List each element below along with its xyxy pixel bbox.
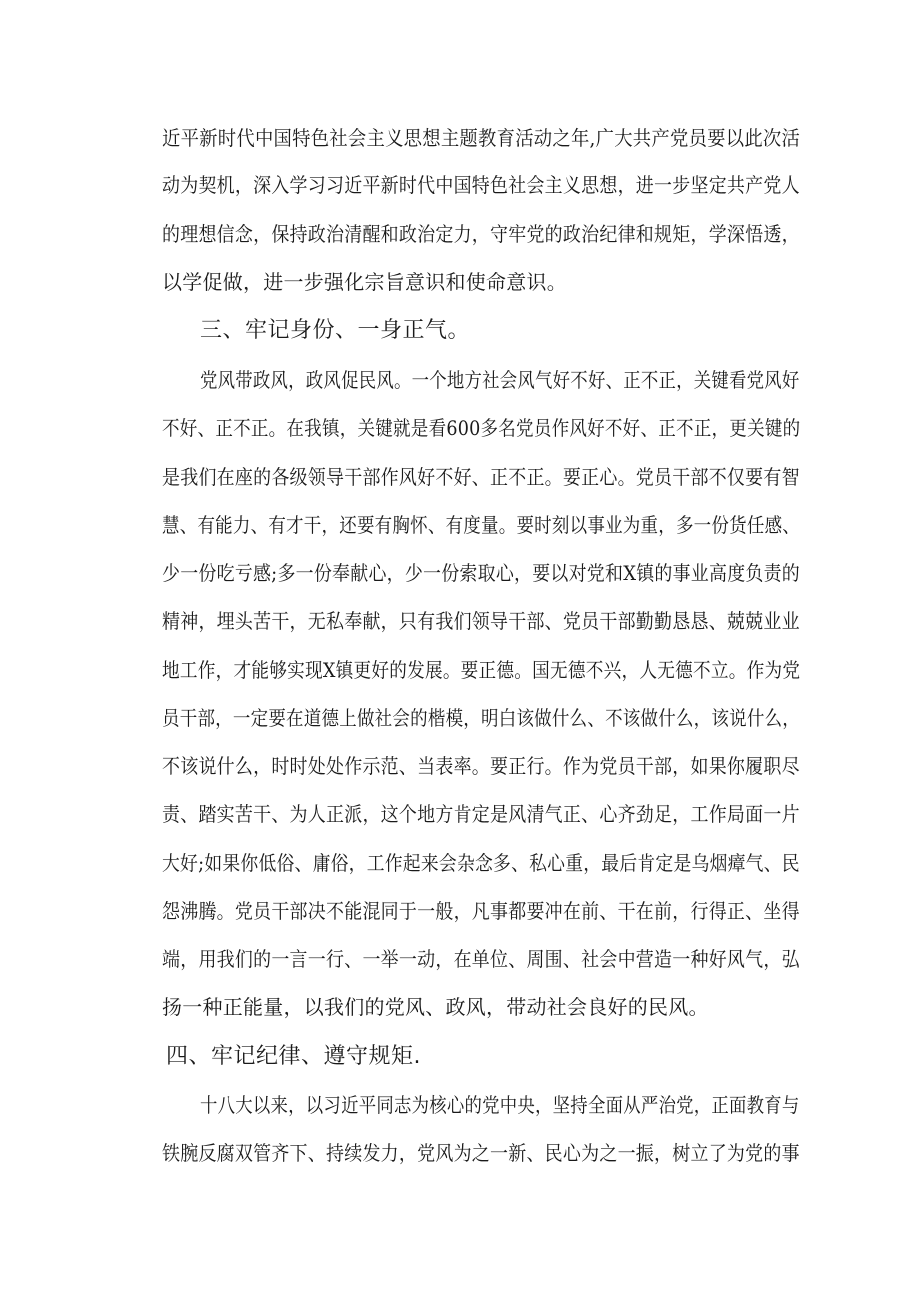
paragraph-2-line-4: 慧、有能力、有才干，还要有胸怀、有度量。要时刻以事业为重，多一份货任感、 — [162, 513, 801, 537]
paragraph-2-line-14: 扬一种正能量，以我们的党风、政风，带动社会良好的民风。 — [162, 995, 709, 1019]
paragraph-2-line-3: 是我们在座的各级领导干部作风好不好、正不正。要正心。党员干部不仅要有智 — [162, 465, 800, 489]
paragraph-2-line-11: 大好;如果你低俗、庸俗，工作起来会杂念多、私心重，最后肯定是乌烟瘴气、民 — [162, 851, 800, 875]
paragraph-2-line-9: 不该说什么，时时处处作示范、当表率。要正行。作为党员干部，如果你履职尽 — [162, 754, 800, 778]
paragraph-2-line-12: 怨沸腾。党员干部决不能混同于一般，凡事都要冲在前、干在前，行得正、坐得 — [162, 899, 800, 923]
paragraph-3-line-2: 铁腕反腐双管齐下、持续发力，党风为之一新、民心为之一振，树立了为党的事 — [162, 1141, 800, 1165]
paragraph-2-line-1: 党风带政风，政风促民风。一个地方社会风气好不好、正不正，关键看党风好 — [200, 368, 800, 392]
paragraph-2-line-10: 责、踏实苦干、为人正派，这个地方肯定是风清气正、心齐劲足，工作局面一片 — [162, 802, 800, 826]
paragraph-1-line-1: 近平新时代中国特色社会主义思想主题教育活动之年,广大共产党员要以此次活 — [162, 126, 801, 150]
paragraph-1-line-4: 以学促做，进一步强化宗旨意识和使命意识。 — [162, 270, 567, 294]
section-heading-3: 三、牢记身份、一身正气。 — [200, 318, 471, 343]
paragraph-2-line-6: 精神，埋头苦干，无私奉献，只有我们领导干部、党员干部勤勤恳恳、兢兢业业 — [162, 609, 800, 633]
paragraph-2-line-7: 地工作，才能够实现X镇更好的发展。要正德。国无德不兴，人无德不立。作为党 — [162, 658, 801, 682]
paragraph-2-line-5: 少一份吃亏感;多一份奉献心，少一份索取心，要以对党和X镇的事业高度负责的 — [162, 561, 800, 585]
paragraph-1-line-3: 的理想信念，保持政治清醒和政治定力，守牢党的政治纪律和规矩，学深悟透， — [162, 222, 800, 246]
paragraph-3-line-1: 十八大以来，以习近平同志为核心的党中央，坚持全面从严治党，正面教育与 — [200, 1093, 800, 1117]
paragraph-2-line-2: 不好、正不正。在我镇，关键就是看600多名党员作风好不好、正不正，更关键的 — [162, 416, 801, 440]
paragraph-2-line-8: 员干部，一定要在道德上做社会的楷模，明白该做什么、不该做什么，该说什么， — [162, 706, 801, 730]
section-heading-4: 四、牢记纪律、遵守规矩. — [166, 1044, 421, 1069]
paragraph-2-line-13: 端，用我们的一言一行、一举一动，在单位、周围、社会中营造一种好风气，弘 — [162, 947, 800, 971]
paragraph-1-line-2: 动为契机，深入学习习近平新时代中国特色社会主义思想，进一步坚定共产党人 — [162, 173, 800, 197]
